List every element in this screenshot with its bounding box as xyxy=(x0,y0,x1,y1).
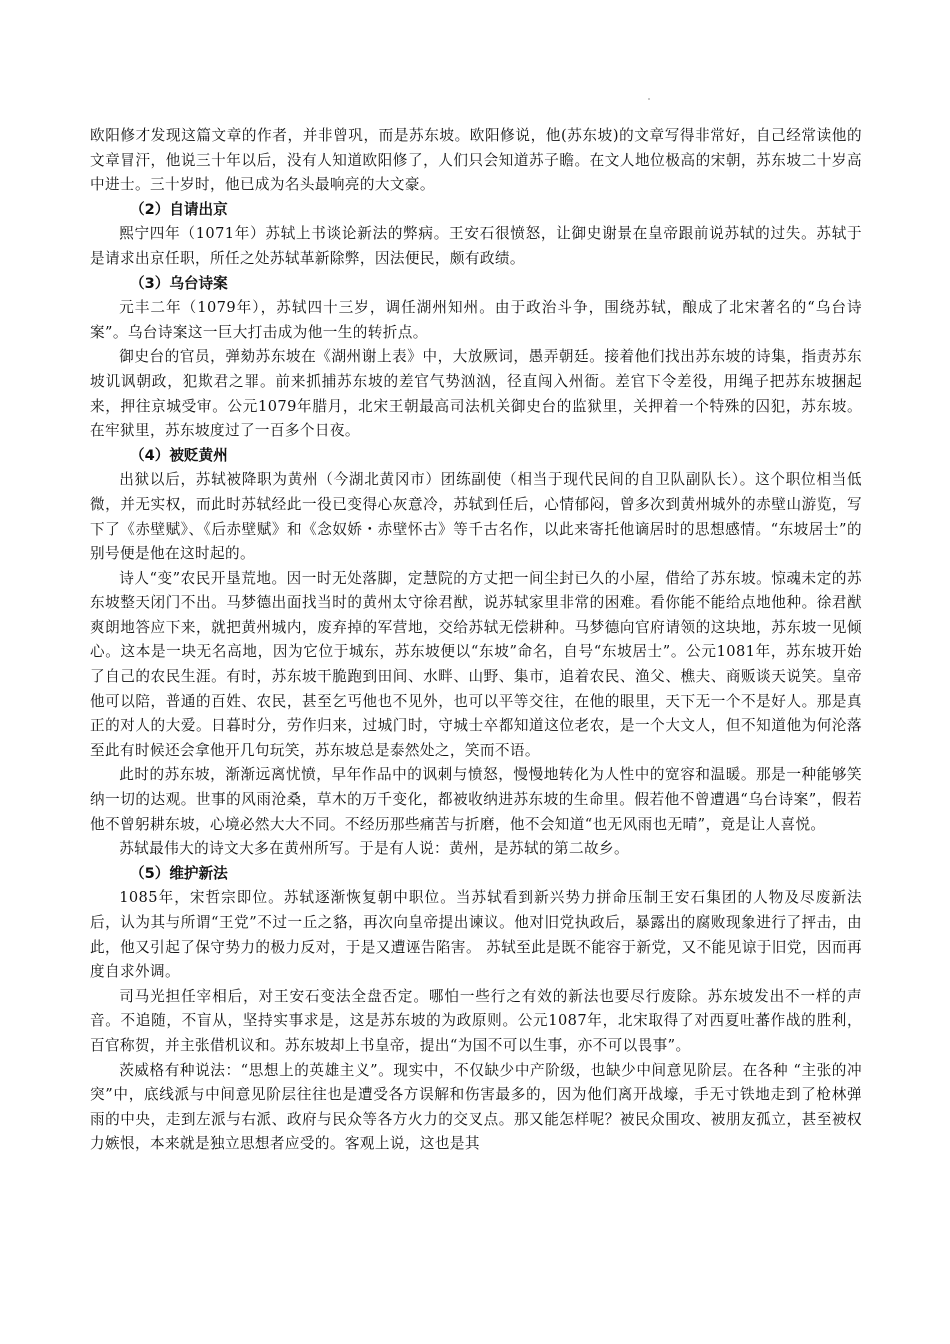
document-body xyxy=(90,124,862,1157)
paragraph: 诗人“变”农民开垦荒地。因一时无处落脚，定慧院的方丈把一间尘封已久的小屋，借给了苏东坡。惊魂未定的苏东坡整天闭门不出。马梦德出面找当时的黄州太守徐君猷，说苏轼家里非常的困难。看你能不能给点地他种。徐君猷爽朗地答应下来，就把黄州城内，废弃掉的军营地，交给苏轼无偿耕种。马梦德向官府请领的这块地，苏东坡一见倾心。这本是一块无名高地，因为它位于城东，苏东坡便以“东坡”命名，自号“东坡居士”。公元1081年，苏东坡开始了自己的农民生涯。有时，苏东坡干脆跑到田间、水畔、山野、集市，追着农民、渔父、樵夫、商贩谈天说笑。皇帝他可以陪，普通的百姓、农民，甚至乞丐他也不见外，也可以平等交往，在他的眼里，天下无一个不是好人。那是真正的对人的大爱。日暮时分，劳作归来，过城门时，守城士卒都知道这位老农，是一个大文人，但不知道他为何沦落至此有时候还会拿他开几句玩笑，苏东坡总是泰然处之，笑而不语。 xyxy=(90,569,862,759)
section-heading: （2）自请出京 xyxy=(130,200,228,218)
section-heading: （3）乌台诗案 xyxy=(130,274,228,292)
paragraph: 御史台的官员，弹劾苏东坡在《湖州谢上表》中，大放厥词，愚弄朝廷。接着他们找出苏东坡的诗集，指责苏东坡讥讽朝政，犯欺君之罪。前来抓捕苏东坡的差官气势汹汹，径直闯入州衙。差官下令差役，用绳子把苏东坡捆起来，押往京城受审。公元1079年腊月，北宋王朝最高司法机关御史台的监狱里，关押着一个特殊的囚犯，苏东坡。在牢狱里，苏东坡度过了一百多个日夜。 xyxy=(90,348,862,440)
section-heading: （4）被贬黄州 xyxy=(130,446,228,464)
section-heading: （5）维护新法 xyxy=(130,864,228,882)
paragraph: 茨威格有种说法：“思想上的英雄主义”。现实中，不仅缺少中产阶级，也缺少中间意见阶层。在各种 “主张的冲突”中，底线派与中间意见阶层往往也是遭受各方误解和伤害最多的，因为他们离开战壕，手无寸铁地走到了枪林弹雨的中央，走到左派与右派、政府与民众等各方火力的交叉点。那又能怎样呢？被民众围攻、被朋友孤立，甚至被权力嫉恨，本来就是独立思想者应受的。客观上说，这也是其 xyxy=(90,1061,862,1153)
paragraph: 熙宁四年（1071年）苏轼上书谈论新法的弊病。王安石很愤怒，让御史谢景在皇帝跟前说苏轼的过失。苏轼于是请求出京任职，所任之处苏轼革新除弊，因法便民，颇有政绩。 xyxy=(90,225,862,267)
paragraph: 欧阳修才发现这篇文章的作者，并非曾巩，而是苏东坡。欧阳修说，他(苏东坡)的文章写得非常好，自己经常读他的文章冒汗，他说三十年以后，没有人知道欧阳修了，人们只会知道苏子瞻。在文人地位极高的宋朝，苏东坡二十岁高中进士。三十岁时，他已成为名头最响亮的大文豪。 xyxy=(90,127,862,194)
paragraph: 出狱以后，苏轼被降职为黄州（今湖北黄冈市）团练副使（相当于现代民间的自卫队副队长）。这个职位相当低微，并无实权，而此时苏轼经此一役已变得心灰意冷，苏轼到任后，心情郁闷，曾多次到黄州城外的赤壁山游览，写下了《赤壁赋》、《后赤壁赋》和《念奴娇・赤壁怀古》等千古名作，以此来寄托他谪居时的思想感情。“东坡居士”的别号便是他在这时起的。 xyxy=(90,471,862,563)
paragraph: 1085年，宋哲宗即位。苏轼逐渐恢复朝中职位。当苏轼看到新兴势力拼命压制王安石集团的人物及尽废新法后，认为其与所谓“王党”不过一丘之貉，再次向皇帝提出谏议。他对旧党执政后，暴露出的腐败现象进行了抨击，由此，他又引起了保守势力的极力反对，于是又遭诬告陷害。 苏轼至此是既不能容于新党，又不能见谅于旧党，因而再度自求外调。 xyxy=(90,889,862,981)
paragraph: 元丰二年（1079年），苏轼四十三岁，调任湖州知州。由于政治斗争，围绕苏轼，酿成了北宋著名的“乌台诗案”。乌台诗案这一巨大打击成为他一生的转折点。 xyxy=(90,299,862,341)
paragraph: 司马光担任宰相后，对王安石变法全盘否定。哪怕一些行之有效的新法也要尽行废除。苏东坡发出不一样的声音。不追随，不盲从，坚持实事求是，这是苏东坡的为政原则。公元1087年，北宋取得了对西夏吐蕃作战的胜利，百官称贺，并主张借机议和。苏东坡却上书皇帝，提出“为国不可以生事，亦不可以畏事”。 xyxy=(90,987,862,1054)
page-mark xyxy=(648,98,650,100)
paragraph: 苏轼最伟大的诗文大多在黄州所写。于是有人说：黄州，是苏轼的第二故乡。 xyxy=(119,840,629,858)
paragraph: 此时的苏东坡，渐渐远离忧愤，早年作品中的讽刺与愤怒，慢慢地转化为人性中的宽容和温暖。那是一种能够笑纳一切的达观。世事的风雨沧桑，草木的万千变化，都被收纳进苏东坡的生命里。假若他不曾遭遇“乌台诗案”，假若他不曾躬耕东坡，心境必然大大不同。不经历那些痛苦与折磨，他不会知道“也无风雨也无晴”，竟是让人喜悦。 xyxy=(90,766,862,833)
